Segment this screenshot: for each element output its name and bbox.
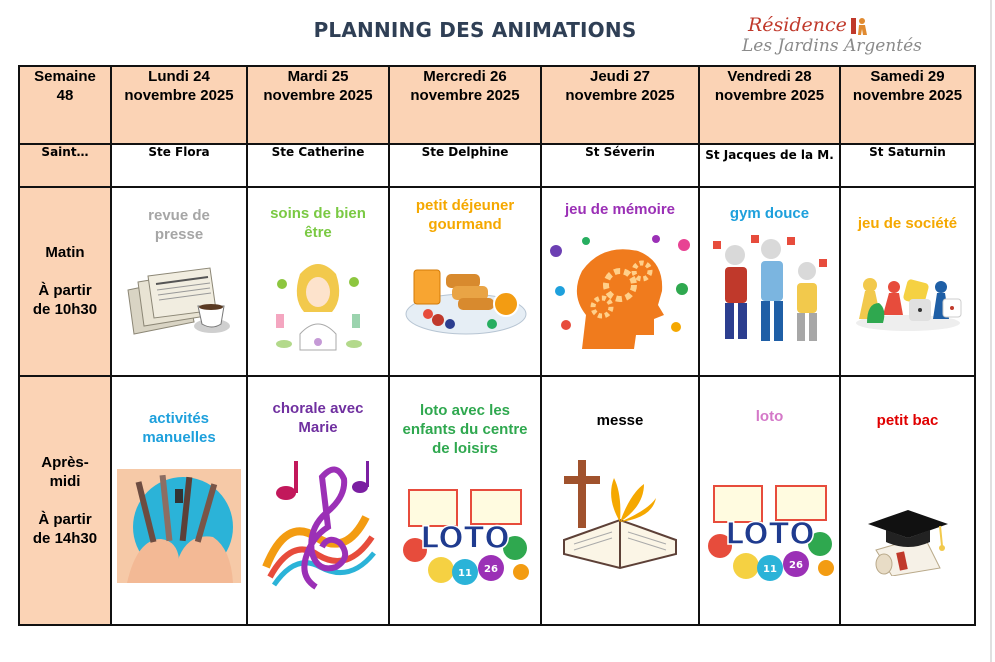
activity-cell-saturday-am (840, 187, 975, 375)
activity-friday-am: gym douce (729, 205, 810, 223)
activity-monday-am: revue de presse (148, 207, 210, 244)
activity-cell-saturday-pm (840, 376, 975, 625)
activity-cell-tuesday-pm (247, 376, 389, 625)
activity-cell-friday-pm (699, 376, 840, 625)
svg-text:26: 26 (788, 559, 803, 571)
day-header-thursday: Jeudi 27 novembre 2025 (541, 66, 699, 144)
activity-friday-pm: loto (755, 407, 784, 425)
residence-logo (738, 14, 938, 62)
loto-picture-text: LOTO (724, 516, 815, 552)
day-header-saturday: Samedi 29 novembre 2025 (840, 66, 975, 144)
bible-cross-icon (560, 458, 680, 570)
activity-tuesday-am: soins de bien être (270, 205, 366, 242)
page-edge-line (990, 0, 992, 662)
afternoon-label: Après- midi À partir de 14h30 (19, 376, 111, 625)
activity-cell-tuesday-am (247, 187, 389, 375)
activity-saturday-pm: petit bac (876, 411, 939, 429)
saints-label: Saint… (19, 144, 111, 187)
breakfast-icon (402, 248, 528, 340)
day-header-monday: Lundi 24 novembre 2025 (111, 66, 247, 144)
morning-row (19, 187, 975, 375)
loto-balls-icon (401, 486, 529, 586)
seniors-exercise-icon (711, 233, 829, 345)
loto-picture-text: LOTO (420, 520, 510, 556)
logo-line1: Résidence (748, 14, 847, 36)
activity-tuesday-pm: chorale avec Marie (272, 399, 364, 436)
activity-wednesday-pm: loto avec les enfants du centre de loisirs (402, 401, 528, 457)
day-header-wednesday: Mercredi 26 novembre 2025 (389, 66, 541, 144)
saint-monday: Ste Flora (111, 144, 247, 187)
wellness-icon (270, 254, 366, 354)
morning-label: Matin À partir de 10h30 (19, 187, 111, 375)
saint-friday: St Jacques de la M. (699, 144, 840, 187)
brain-gears-icon (546, 231, 694, 353)
planning-table (18, 65, 976, 626)
activity-cell-wednesday-pm (389, 376, 541, 625)
logo-line2: Les Jardins Argentés (742, 36, 922, 56)
saint-thursday: St Séverin (541, 144, 699, 187)
activity-monday-pm: activités manuelles (142, 409, 216, 446)
graduation-cap-icon (866, 506, 950, 576)
saint-tuesday: Ste Catherine (247, 144, 389, 187)
header-row (19, 66, 975, 144)
activity-cell-thursday-am (541, 187, 699, 375)
activity-cell-thursday-pm (541, 376, 699, 625)
activity-thursday-pm: messe (596, 411, 644, 429)
activity-thursday-am: jeu de mémoire (564, 201, 676, 219)
newspaper-icon (124, 260, 234, 342)
logo-figures-icon (850, 16, 868, 36)
saint-saturday: St Saturnin (840, 144, 975, 187)
saint-wednesday: Ste Delphine (389, 144, 541, 187)
saints-row (19, 144, 975, 187)
svg-text:11: 11 (458, 567, 472, 579)
svg-text:11: 11 (762, 563, 777, 575)
day-header-friday: Vendredi 28 novembre 2025 (699, 66, 840, 144)
activity-cell-wednesday-am (389, 187, 541, 375)
day-header-tuesday: Mardi 25 novembre 2025 (247, 66, 389, 144)
activity-cell-monday-pm (111, 376, 247, 625)
afternoon-row (19, 376, 975, 625)
paintbrushes-hands-icon (117, 469, 241, 583)
activity-wednesday-am: petit déjeuner gourmand (415, 197, 515, 234)
board-game-pawns-icon (853, 259, 963, 331)
loto-balls-icon (706, 482, 834, 582)
svg-text:26: 26 (484, 563, 498, 575)
activity-cell-monday-am (111, 187, 247, 375)
page-title: PLANNING DES ANIMATIONS (313, 18, 637, 42)
activity-saturday-am: jeu de société (857, 215, 958, 233)
week-cell: Semaine 48 (19, 66, 111, 144)
music-note-icon (256, 457, 380, 597)
activity-cell-friday-am (699, 187, 840, 375)
